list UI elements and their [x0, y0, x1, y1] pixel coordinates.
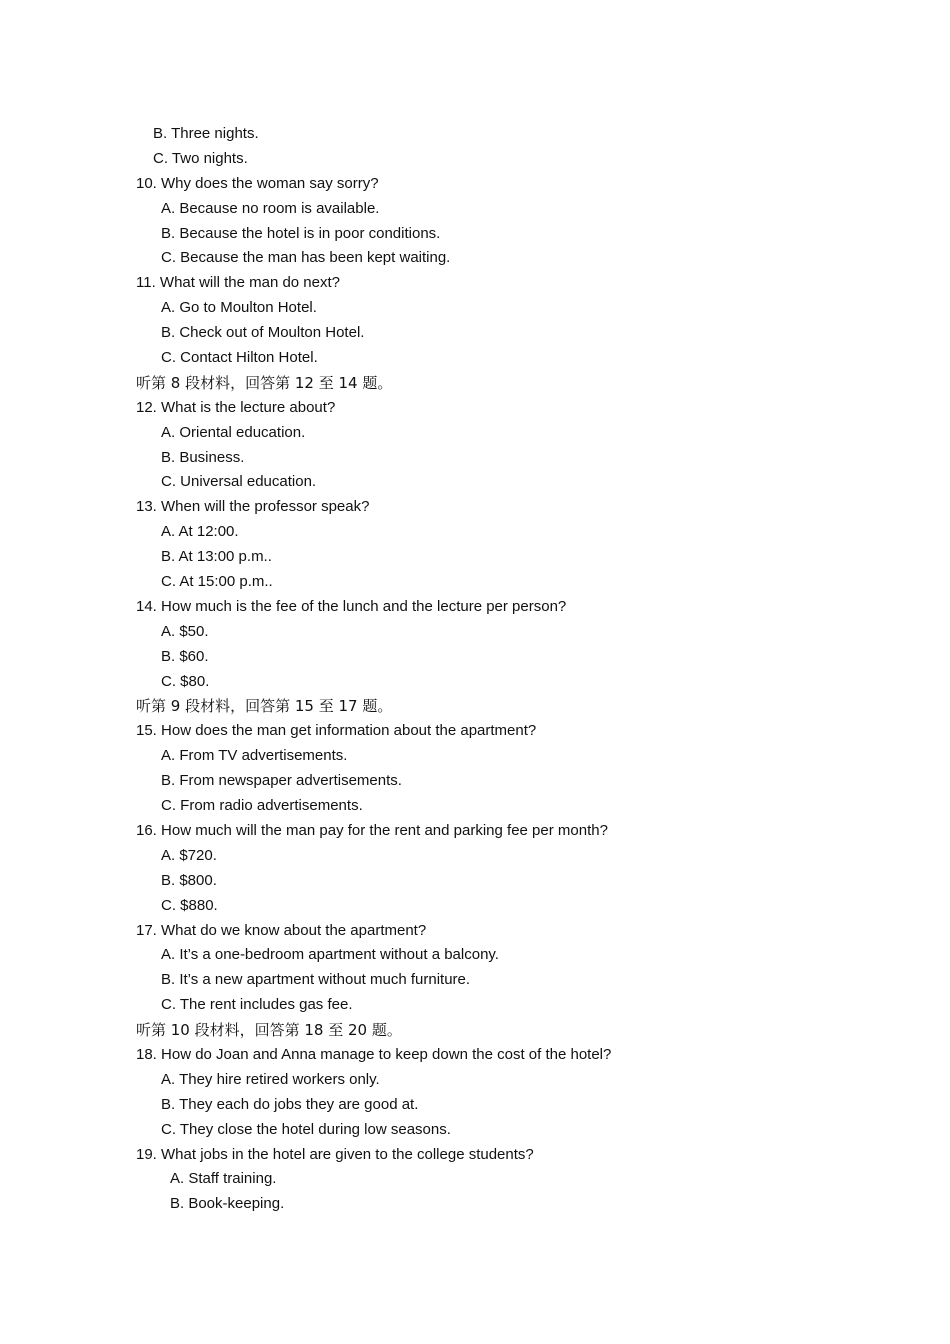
question-text: 11. What will the man do next? — [136, 274, 340, 292]
answer-option: C. The rent includes gas fee. — [161, 996, 353, 1014]
answer-option: B. $60. — [161, 647, 209, 665]
answer-option: B. From newspaper advertisements. — [161, 772, 402, 790]
answer-option: A. $720. — [161, 846, 217, 864]
section-instruction: 听第 9 段材料，回答第 15 至 17 题。 — [136, 697, 393, 716]
answer-option: A. It’s a one-bedroom apartment without a balcony. — [161, 946, 499, 964]
answer-option: C. Because the man has been kept waiting. — [161, 249, 451, 267]
question-list — [0, 122, 950, 1217]
answer-option: B. Three nights. — [153, 125, 259, 142]
question-text: 10. Why does the woman say sorry? — [136, 174, 379, 192]
section-instruction: 听第 8 段材料，回答第 12 至 14 题。 — [136, 373, 393, 392]
answer-option: C. Contact Hilton Hotel. — [161, 349, 318, 367]
question-text: 19. What jobs in the hotel are given to the college students? — [136, 1145, 534, 1163]
answer-option: A. Oriental education. — [161, 423, 306, 441]
answer-option: C. At 15:00 p.m.. — [161, 573, 273, 591]
answer-option: C. Two nights. — [153, 149, 248, 167]
answer-option: A. $50. — [161, 622, 209, 640]
answer-option: A. They hire retired workers only. — [161, 1070, 380, 1088]
answer-option: B. At 13:00 p.m.. — [161, 548, 272, 566]
answer-option: A. Go to Moulton Hotel. — [161, 299, 317, 317]
question-text: 17. What do we know about the apartment? — [136, 921, 427, 939]
question-text: 16. How much will the man pay for the rent and parking fee per month? — [136, 821, 608, 839]
answer-option: B. Book-keeping. — [170, 1195, 285, 1213]
answer-option: A. At 12:00. — [161, 523, 239, 541]
answer-option: B. It’s a new apartment without much furniture. — [161, 971, 471, 989]
answer-option: C. Universal education. — [161, 473, 317, 491]
answer-option: B. Because the hotel is in poor conditions. — [161, 224, 441, 242]
question-text: 13. When will the professor speak? — [136, 498, 370, 516]
document-page — [0, 122, 950, 1217]
answer-option: C. $80. — [161, 672, 210, 690]
answer-option: B. $800. — [161, 871, 217, 889]
answer-option: C. They close the hotel during low seasons. — [161, 1120, 451, 1138]
answer-option: A. Because no room is available. — [161, 199, 380, 217]
question-text: 15. How does the man get information about the apartment? — [136, 722, 537, 740]
answer-option: C. $880. — [161, 896, 218, 914]
question-text: 14. How much is the fee of the lunch and the lecture per person? — [136, 597, 567, 615]
answer-option: B. Check out of Moulton Hotel. — [161, 324, 365, 342]
section-instruction: 听第 10 段材料，回答第 18 至 20 题。 — [136, 1021, 402, 1040]
question-text: 12. What is the lecture about? — [136, 398, 336, 416]
answer-option: C. From radio advertisements. — [161, 797, 363, 815]
answer-option: A. Staff training. — [170, 1170, 277, 1188]
answer-option: A. From TV advertisements. — [161, 747, 348, 765]
answer-option: B. They each do jobs they are good at. — [161, 1095, 419, 1113]
question-text: 18. How do Joan and Anna manage to keep down the cost of the hotel? — [136, 1045, 612, 1063]
answer-option: B. Business. — [161, 448, 245, 466]
